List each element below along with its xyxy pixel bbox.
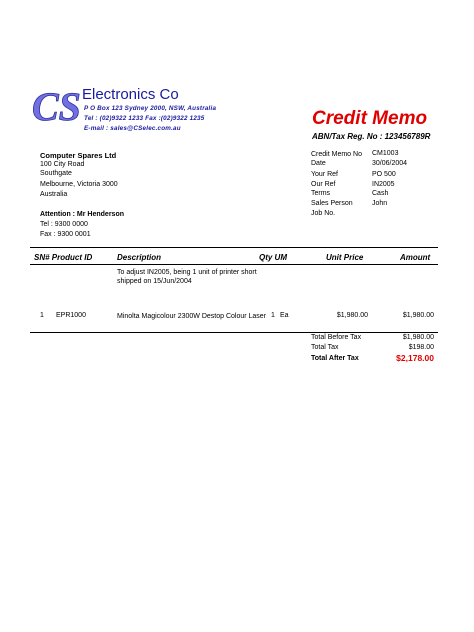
company-phone: Tel : (02)9322 1233 Fax :(02)9322 1235 [84,115,205,122]
meta-value-terms: Cash [372,190,389,197]
table-header-rule [30,264,438,265]
row-amount: $1,980.00 [402,312,434,319]
meta-label-credit-memo-no: Credit Memo No [311,151,362,158]
logo-letters: CS [32,84,81,129]
customer-address-line: Southgate [40,170,72,177]
meta-label-date: Date [311,160,326,167]
meta-label-sales-person: Sales Person [311,200,353,207]
table-top-rule [30,247,438,248]
table-bottom-rule [30,332,438,333]
row-qty: 1 [271,312,275,319]
company-name: Electronics Co [82,86,179,103]
customer-address-line: 100 City Road [40,161,85,168]
document-title: Credit Memo [312,108,428,129]
row-description: Minolta Magicolour 2300W Destop Colour Laser [117,313,267,320]
adjustment-note: To adjust IN2005, being 1 unit of printer short shipped on 15/Jun/2004 [117,269,257,285]
company-email: E-mail : sales@CSelec.com.au [84,125,181,132]
row-unit-price: $1,980.00 [336,312,368,319]
row-product-id: EPR1000 [56,312,86,319]
column-header-description: Description [117,253,162,262]
meta-label-terms: Terms [311,190,331,197]
customer-name: Computer Spares Ltd [40,151,117,160]
meta-value-our-ref: IN2005 [372,181,395,188]
meta-value-your-ref: PO 500 [372,171,396,178]
customer-attention: Attention : Mr Henderson [40,211,124,218]
total-after-tax-value: $2,178.00 [396,353,434,363]
column-header-unit-price: Unit Price [326,253,364,262]
total-tax-value: $198.00 [408,344,434,351]
company-logo [30,80,90,130]
total-before-tax-label: Total Before Tax [311,334,362,341]
customer-address-line: Australia [40,191,68,198]
column-header-qty-um: Qty UM [259,253,287,262]
meta-label-your-ref: Your Ref [311,171,338,178]
column-header-amount: Amount [400,253,431,262]
meta-value-sales-person: John [372,200,388,207]
customer-fax: Fax : 9300 0001 [40,231,91,238]
total-before-tax-value: $1,980.00 [402,334,434,341]
row-sn: 1 [40,312,44,319]
meta-label-job-no: Job No. [311,210,336,217]
meta-label-our-ref: Our Ref [311,181,336,188]
customer-address-line: Melbourne, Victoria 3000 [40,181,118,188]
company-address: P O Box 123 Sydney 2000, NSW, Australia [84,105,217,112]
meta-value-credit-memo-no: CM1003 [372,150,399,157]
customer-tel: Tel : 9300 0000 [40,221,88,228]
total-after-tax-label: Total After Tax [311,355,359,362]
meta-value-date: 30/06/2004 [372,160,408,167]
column-header-sn-product: SN# Product ID [34,253,93,262]
total-tax-label: Total Tax [311,344,339,351]
abn-tax-reg: ABN/Tax Reg. No : 123456789R [312,132,431,141]
row-um: Ea [280,312,289,319]
